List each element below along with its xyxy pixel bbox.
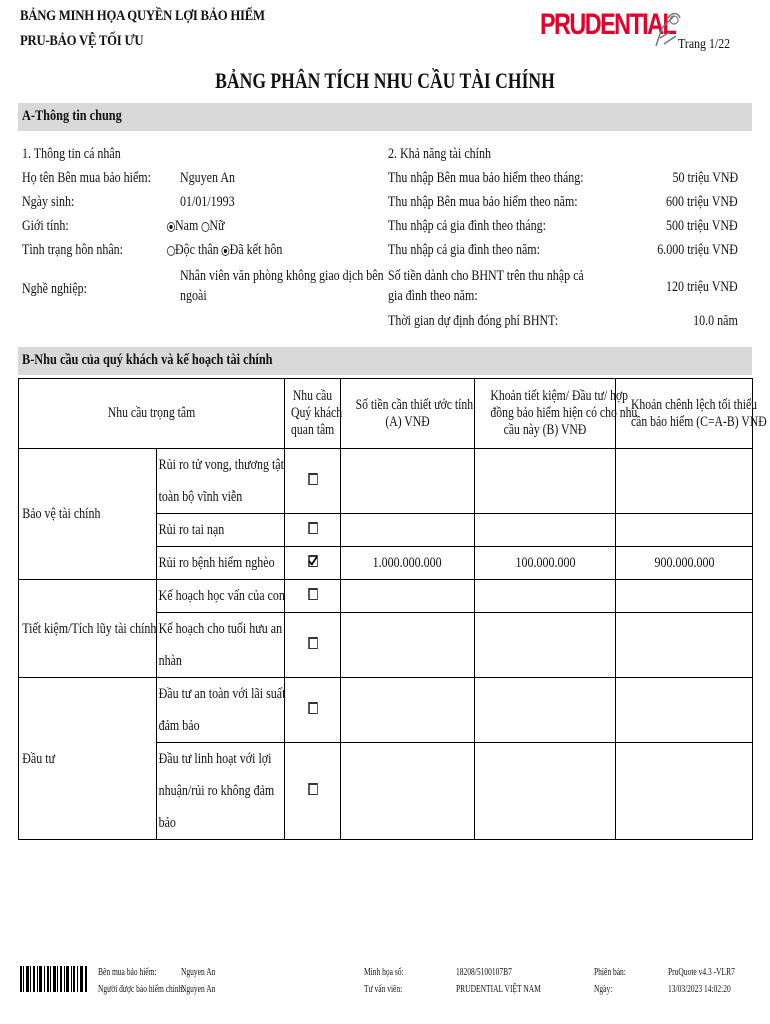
product-name: PRU-BẢO VỆ TỐI ƯU — [20, 33, 144, 49]
header-existing-b: Khoản tiết kiệm/ Đầu tư/ hợp đồng bảo hiểm hiện có cho nhu cầu này (B) VNĐ — [475, 379, 616, 449]
job-value: Nhân viên văn phòng không giao dịch bên ngoài — [180, 268, 384, 304]
personal-info-heading: 1. Thông tin cá nhân — [22, 146, 121, 162]
footer-advisor-value: PRUDENTIAL VIỆT NAM — [456, 984, 541, 995]
footer-version-label: Phiên bản: — [594, 967, 626, 978]
page-title: BẢNG PHÂN TÍCH NHU CẦU TÀI CHÍNH — [215, 68, 555, 93]
need-label: Kế hoạch cho tuổi hưu an nhàn — [157, 613, 285, 678]
fin-value: 500 triệu VNĐ — [666, 218, 738, 234]
need-label: Rủi ro tai nạn — [157, 514, 285, 547]
footer-date-label: Ngày: — [594, 984, 613, 995]
amount-c: 900.000.000 — [616, 547, 753, 580]
table-header-row — [19, 379, 753, 449]
barcode-icon — [20, 966, 88, 992]
footer-illus-label: Minh họa số: — [364, 967, 404, 978]
page-number: Trang 1/22 — [678, 37, 731, 52]
table-row — [19, 678, 753, 743]
amount-b — [475, 580, 616, 613]
amount-a — [341, 743, 475, 840]
gender-male-label: Nam — [175, 218, 199, 234]
section-b-header — [18, 347, 752, 375]
fin-label: Thời gian dự định đóng phí BHNT: — [388, 313, 559, 329]
footer-insured-label: Người được bảo hiểm chính: — [98, 984, 185, 995]
header-gap-c: Khoản chênh lệch tối thiểu cần bảo hiểm (C=A-B) VNĐ — [616, 379, 753, 449]
dob-value: 01/01/1993 — [180, 194, 235, 210]
need-checkbox-checked[interactable] — [308, 555, 318, 567]
name-value: Nguyen An — [180, 170, 235, 186]
doc-heading: BẢNG MINH HỌA QUYỀN LỢI BẢO HIỂM — [20, 8, 265, 24]
marital-options — [167, 242, 282, 259]
footer-insured-value: Nguyen An — [181, 984, 216, 995]
amount-a: 1.000.000.000 — [341, 547, 475, 580]
fin-value: 50 triệu VNĐ — [672, 170, 738, 186]
job-label: Nghề nghiệp: — [22, 281, 87, 297]
need-checkbox[interactable] — [308, 783, 318, 795]
needs-table — [18, 378, 767, 840]
amount-b — [475, 613, 616, 678]
amount-a — [341, 613, 475, 678]
need-label: Rủi ro tử vong, thương tật toàn bộ vĩnh viễn — [157, 449, 285, 514]
amount-c — [616, 613, 753, 678]
marital-single-radio[interactable] — [167, 246, 175, 256]
group-investment: Đầu tư — [19, 678, 157, 840]
amount-a — [341, 449, 475, 514]
amount-a — [341, 580, 475, 613]
fin-value: 10.0 năm — [693, 313, 738, 329]
fin-label: Thu nhập Bên mua bảo hiểm theo năm: — [388, 194, 578, 210]
amount-b: 100.000.000 — [475, 547, 616, 580]
amount-b — [475, 743, 616, 840]
marital-label: Tình trạng hôn nhân: — [22, 242, 123, 258]
amount-b — [475, 678, 616, 743]
footer-buyer-value: Nguyen An — [181, 967, 216, 978]
need-label: Kế hoạch học vấn của con — [157, 580, 285, 613]
section-a-title: A-Thông tin chung — [22, 108, 122, 124]
fin-value: 600 triệu VNĐ — [666, 194, 738, 210]
group-savings: Tiết kiệm/Tích lũy tài chính — [19, 580, 157, 678]
marital-single-label: Độc thân — [175, 242, 219, 258]
table-row — [19, 449, 753, 514]
fin-label: Thu nhập Bên mua bảo hiểm theo tháng: — [388, 170, 584, 186]
amount-b — [475, 514, 616, 547]
footer-buyer-label: Bên mua bảo hiểm: — [98, 967, 157, 978]
marital-married-radio[interactable] — [222, 246, 230, 256]
amount-b — [475, 449, 616, 514]
need-label: Rủi ro bệnh hiểm nghèo — [157, 547, 285, 580]
fin-label: Thu nhập cả gia đình theo năm: — [388, 242, 540, 258]
footer-advisor-label: Tư vấn viên: — [364, 984, 403, 995]
amount-c — [616, 580, 753, 613]
header-interest: Nhu cầu Quý khách quan tâm — [285, 379, 341, 449]
fin-value: 6.000 triệu VNĐ — [657, 242, 738, 258]
need-label: Đầu tư an toàn với lãi suất đảm bảo — [157, 678, 285, 743]
need-checkbox[interactable] — [308, 588, 318, 600]
fin-label: Thu nhập cả gia đình theo tháng: — [388, 218, 546, 234]
need-checkbox[interactable] — [308, 522, 318, 534]
marital-married-label: Đã kết hôn — [229, 242, 283, 258]
section-a-header — [18, 103, 752, 131]
gender-label: Giới tính: — [22, 218, 69, 234]
gender-male-radio[interactable] — [167, 222, 175, 232]
table-row — [19, 580, 753, 613]
amount-c — [616, 449, 753, 514]
gender-female-radio[interactable] — [201, 222, 209, 232]
footer-version-value: PruQuote v4.3 -VLR7 — [668, 967, 735, 978]
need-checkbox[interactable] — [308, 473, 318, 485]
need-checkbox[interactable] — [308, 702, 318, 714]
header-need: Nhu cầu trọng tâm — [19, 379, 285, 449]
fin-value: 120 triệu VNĐ — [666, 279, 738, 295]
name-label: Họ tên Bên mua bảo hiểm: — [22, 170, 151, 186]
amount-c — [616, 678, 753, 743]
need-label: Đầu tư linh hoạt với lợi nhuận/rủi ro không đảm bảo — [157, 743, 285, 840]
footer-illus-value: 18208/5100107B7 — [456, 967, 512, 978]
group-financial-protection: Bảo vệ tài chính — [19, 449, 157, 580]
fin-label: Số tiền dành cho BHNT trên thu nhập cả gia đình theo năm: — [388, 268, 584, 304]
header-amount-a: Số tiền cần thiết ước tính (A) VNĐ — [341, 379, 475, 449]
gender-female-label: Nữ — [209, 218, 225, 234]
financial-heading: 2. Khả năng tài chính — [388, 146, 491, 162]
need-checkbox[interactable] — [308, 637, 318, 649]
amount-a — [341, 678, 475, 743]
amount-a — [341, 514, 475, 547]
gender-options — [167, 218, 225, 235]
amount-c — [616, 743, 753, 840]
amount-c — [616, 514, 753, 547]
footer-date-value: 13/03/2023 14:02:20 — [668, 984, 731, 995]
dob-label: Ngày sinh: — [22, 194, 75, 210]
section-b-title: B-Nhu cầu của quý khách và kế hoạch tài chính — [22, 352, 273, 368]
prudential-logo: PRUDENTIAL — [540, 8, 676, 41]
